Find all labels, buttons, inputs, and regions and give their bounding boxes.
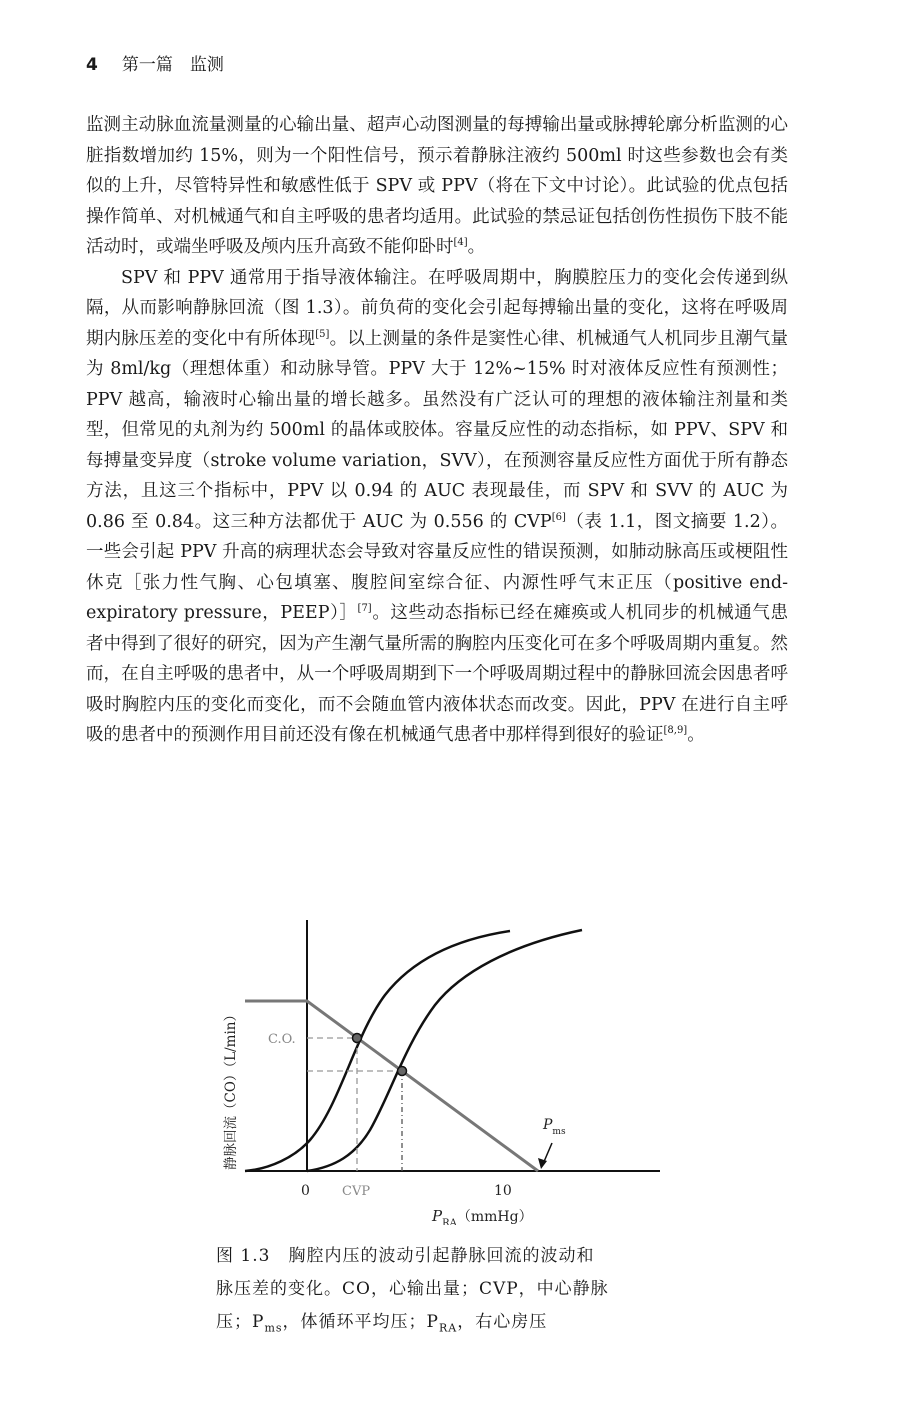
x-label-p: P bbox=[432, 1207, 443, 1225]
figure-caption bbox=[216, 1240, 666, 1344]
body-text bbox=[86, 110, 788, 751]
pms-label bbox=[542, 1117, 566, 1137]
x-label-unit: （mmHg） bbox=[456, 1209, 533, 1225]
chapter-title: 第一篇 监测 bbox=[121, 55, 224, 75]
x-label-sub: RA bbox=[442, 1218, 457, 1225]
ref-7: [7] bbox=[357, 603, 372, 615]
y-axis-label: 静脉回流（CO）（L/min） bbox=[223, 1008, 239, 1170]
page-header bbox=[86, 50, 224, 75]
x-tick-10: 10 bbox=[494, 1183, 512, 1199]
paragraph-1-text: 监测主动脉血流量测量的心输出量、超声心动图测量的每搏输出量或脉搏轮廓分析监测的心脏指数增加约 15%，则为一个阳性信号，预示着静脉注液约 500ml 时这些参数也会有类似的上升，尽管特异性和敏感性低于 SPV 或 PPV（将在下文中讨论）。此试验的优点包括操作简单、对机械通气和自主呼吸的患者均适用。此试验的禁忌证包括创伤性损伤下肢不能活动时，或端坐呼吸及颅内压升高致不能仰卧时 bbox=[86, 115, 788, 257]
ref-8-9: [8,9] bbox=[663, 725, 688, 737]
cardiac-curve-2 bbox=[307, 930, 582, 1171]
ref-5: [5] bbox=[315, 328, 330, 340]
caption-sub-ms: ms bbox=[264, 1321, 283, 1335]
caption-line-3 bbox=[216, 1306, 666, 1344]
page-number: 4 bbox=[86, 55, 98, 75]
caption-line-3-c: ，右心房压 bbox=[457, 1312, 548, 1332]
pms-sub: ms bbox=[552, 1127, 566, 1137]
period: 。 bbox=[687, 725, 705, 745]
co-label: C.O. bbox=[268, 1032, 296, 1047]
ref-6: [6] bbox=[551, 511, 566, 523]
pms-p: P bbox=[543, 1117, 553, 1133]
period: 。 bbox=[467, 237, 486, 257]
paragraph-2-text-a: SPV 和 PPV 通常用于指导液体输注。在呼吸周期中，胸膜腔压力的变化会传递到纵隔，从而影响静脉回流（图 1.3）。前负荷的变化会引起每搏输出量的变化，这将在呼吸周期内脉压差的变化中有所体现 bbox=[86, 267, 788, 349]
paragraph-2 bbox=[86, 263, 788, 751]
paragraph-1 bbox=[86, 110, 788, 263]
intersection-point-2 bbox=[398, 1067, 407, 1076]
caption-line-3-b: ，体循环平均压；P bbox=[282, 1312, 439, 1332]
x-axis-label bbox=[431, 1207, 533, 1225]
caption-line-1: 图 1.3 胸腔内压的波动引起静脉回流的波动和 bbox=[216, 1246, 595, 1266]
caption-line-2: 脉压差的变化。CO，心输出量；CVP，中心静脉 bbox=[216, 1279, 609, 1299]
paragraph-2-text-b: 。以上测量的条件是窦性心律、机械通气人机同步且潮气量为 8ml/kg（理想体重）和动脉导管。PPV 大于 12%~15% 时对液体反应性有预测性；PPV 越高，输液时心输出量的增长越多。虽然没有广泛认可的理想的液体输注剂量和类型，但常见的丸剂为约 500ml 的晶体或胶体。容量反应性的动态指标，如 PPV、SPV 和每搏量变异度（stroke volume variation，SVV），在预测容量反应性方面优于所有静态方法，且这三个指标中，PPV 以 0.94 的 AUC 表现最佳，而 SPV 和 SVV 的 AUC 为 0.86 至 0.84。这三种方法都优于 AUC 为 0.556 的 CVP bbox=[86, 328, 789, 532]
intersection-point-1 bbox=[353, 1034, 362, 1043]
paragraph-2-text-d: 。这些动态指标已经在瘫痪或人机同步的机械通气患者中得到了很好的研究，因为产生潮气量所需的胸腔内压变化可在多个呼吸周期内重复。然而，在自主呼吸的患者中，从一个呼吸周期到下一个呼吸周期过程中的静脉回流会因患者呼吸时胸腔内压的变化而变化，而不会随血管内液体状态而改变。因此，PPV 在进行自主呼吸的患者中的预测作用目前还没有像在机械通气患者中那样得到很好的验证 bbox=[86, 603, 789, 745]
paragraph-2-text-c: （表 1.1，图文摘要 1.2）。一些会引起 PPV 升高的病理状态会导致对容量反应性的错误预测，如肺动脉高压或梗阻性休克［张力性气胸、心包填塞、腹腔间室综合征、内源性呼气末正压（positive end-expiratory pressure，PEEP）］ bbox=[86, 511, 789, 623]
x-tick-0: 0 bbox=[301, 1183, 310, 1199]
ref-4: [4] bbox=[453, 237, 468, 249]
cardiac-curve-1 bbox=[245, 931, 510, 1171]
caption-line-3-a: 压；P bbox=[216, 1312, 265, 1332]
x-tick-cvp: CVP bbox=[342, 1184, 371, 1199]
venous-return-figure bbox=[210, 915, 670, 1225]
caption-sub-ra: RA bbox=[438, 1321, 458, 1335]
